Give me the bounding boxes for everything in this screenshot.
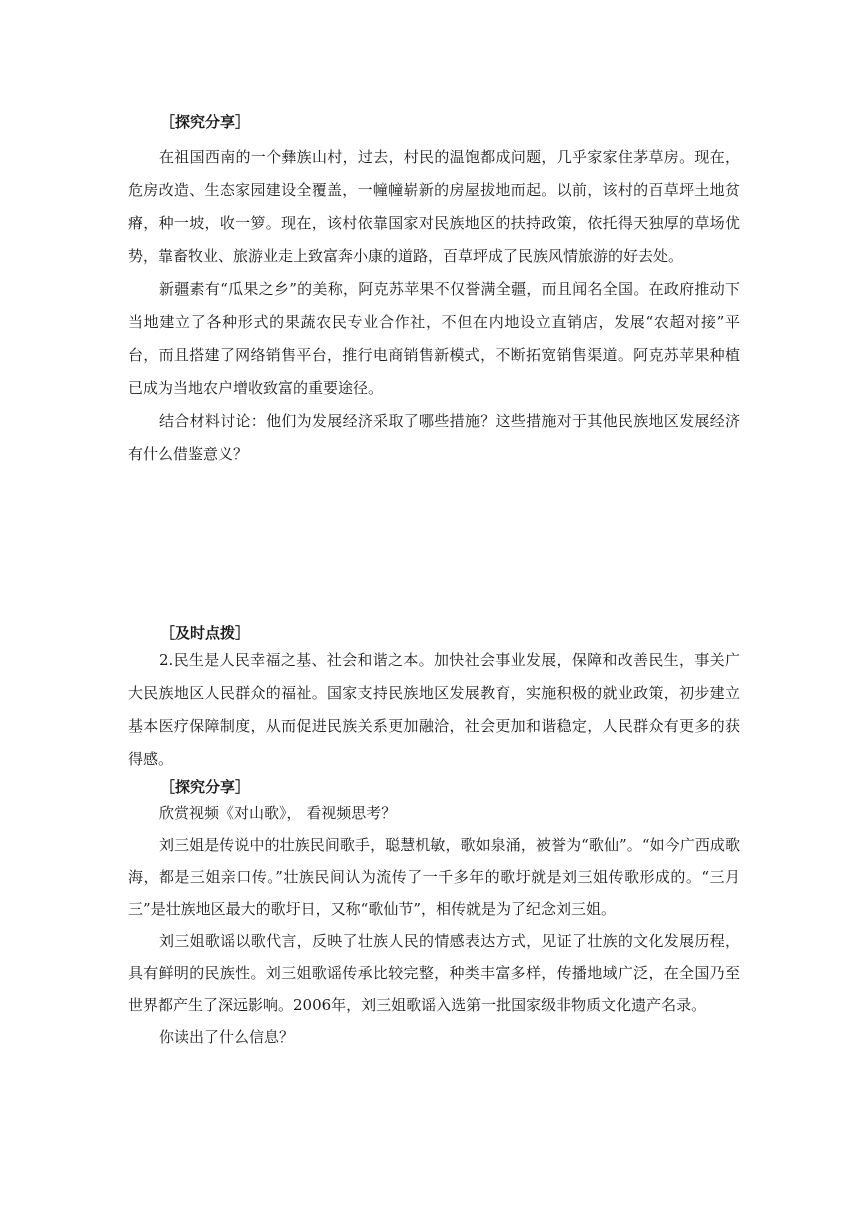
section-explore-share-1 [128,112,740,471]
section-heading: ［及时点拨］ [160,624,251,642]
section-heading: ［探究分享］ [160,778,251,796]
paragraph-liu-sanjie-songs: 刘三姐歌谣以歌代言，反映了壮族人民的情感表达方式，见证了壮族的文化发展历程，具有鲜明的民族性。刘三姐歌谣传承比较完整，种类丰富多样，传播地域广泛，在全国乃至世界都产生了深远影响。2006年，刘三姐歌谣入选第一批国家级非物质文化遗产名录。 [128,932,740,1014]
paragraph-aksu-apples: 新疆素有“瓜果之乡”的美称，阿克苏苹果不仅誉满全疆，而且闻名全国。在政府推动下当地建立了各种形式的果蔬农民专业合作社，不但在内地设立直销店，发展“农超对接”平台，而且搭建了网络销售平台，推行电商销售新模式，不断拓宽销售渠道。阿克苏苹果种植已成为当地农户增收致富的重要途径。 [128,280,740,397]
section-timely-guidance [128,623,740,776]
paragraph-liu-sanjie: 刘三姐是传说中的壮族民间歌手，聪慧机敏，歌如泉涌，被誉为“歌仙”。“如今广西成歌海，都是三姐亲口传。”壮族民间认为流传了一千多年的歌圩就是刘三姐传歌形成的。“三月三”是壮族地区最大的歌圩日，又称“歌仙节”，相传就是为了纪念刘三姐。 [128,836,740,918]
paragraph-video-prompt: 欣赏视频《对山歌》， 看视频思考？ [159,804,397,822]
section-heading: ［探究分享］ [160,113,251,131]
paragraph-yi-village: 在祖国西南的一个彝族山村，过去，村民的温饱都成问题，几乎家家住茅草房。现在，危房改造、生态家园建设全覆盖，一幢幢崭新的房屋拔地而起。以前，该村的百草坪土地贫瘠，种一坡，收一箩。现在，该村依靠国家对民族地区的扶持政策，依托得天独厚的草场优势，靠畜牧业、旅游业走上致富奔小康的道路，百草坪成了民族风情旅游的好去处。 [128,148,740,265]
paragraph-livelihood: 2.民生是人民幸福之基、社会和谐之本。加快社会事业发展，保障和改善民生，事关广大民族地区人民群众的福祉。国家支持民族地区发展教育，实施积极的就业政策，初步建立基本医疗保障制度，从而促进民族关系更加融洽，社会更加和谐稳定，人民群众有更多的获得感。 [128,651,740,768]
paragraph-discussion-question: 结合材料讨论：他们为发展经济采取了哪些措施？这些措施对于其他民族地区发展经济有什么借鉴意义？ [128,412,740,463]
paragraph-reading-question: 你读出了什么信息？ [159,1028,295,1046]
section-explore-share-2 [128,777,740,1053]
